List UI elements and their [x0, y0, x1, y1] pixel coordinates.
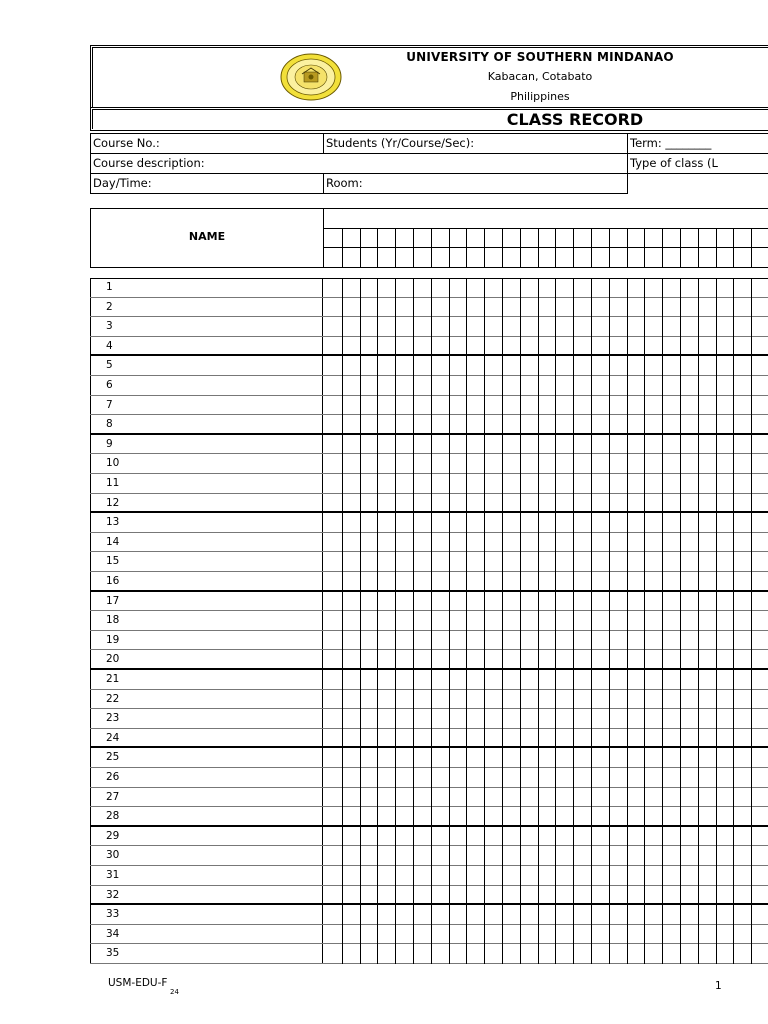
grid-header-bottom-line	[90, 267, 768, 268]
row-number: 9	[90, 435, 323, 454]
header-column-line	[466, 228, 467, 268]
grid-column-line	[644, 278, 645, 964]
grid-column-line	[751, 278, 752, 964]
grid-column-line	[609, 278, 610, 964]
row-number: 10	[90, 454, 323, 474]
grid-column-line	[662, 278, 663, 964]
grid-column-line	[733, 278, 734, 964]
room-label: Room:	[326, 176, 363, 190]
page-title: CLASS RECORD	[506, 110, 644, 129]
header-column-line	[751, 228, 752, 268]
grid-column-line	[680, 278, 681, 964]
grid-header-row-line	[323, 247, 768, 248]
table-row	[90, 788, 768, 807]
row-number: 32	[90, 886, 323, 905]
table-row	[90, 768, 768, 788]
header-column-line	[360, 228, 361, 268]
header-column-line	[520, 228, 521, 268]
header-column-line	[377, 228, 378, 268]
header-column-line	[698, 228, 699, 268]
row-number: 8	[90, 415, 323, 435]
grid-column-line	[573, 278, 574, 964]
table-row	[90, 650, 768, 670]
table-row	[90, 454, 768, 474]
row-number: 20	[90, 650, 323, 670]
header-column-line	[573, 228, 574, 268]
table-row	[90, 317, 768, 337]
row-number: 2	[90, 298, 323, 317]
university-name: UNIVERSITY OF SOUTHERN MINDANAO	[406, 50, 674, 64]
header-column-line	[733, 228, 734, 268]
header-column-line	[662, 228, 663, 268]
row-number: 22	[90, 690, 323, 709]
table-row	[90, 925, 768, 944]
table-row	[90, 592, 768, 611]
row-number: 19	[90, 631, 323, 650]
header-column-line	[644, 228, 645, 268]
table-row	[90, 298, 768, 317]
grid-column-line	[431, 278, 432, 964]
grid-column-line	[413, 278, 414, 964]
row-number: 33	[90, 905, 323, 925]
info-line	[90, 193, 628, 194]
row-number: 24	[90, 729, 323, 748]
header-column-line	[342, 228, 343, 268]
row-number: 1	[90, 278, 323, 298]
row-number: 3	[90, 317, 323, 337]
row-number: 23	[90, 709, 323, 729]
row-number: 4	[90, 337, 323, 356]
header-column-line	[716, 228, 717, 268]
row-number: 16	[90, 572, 323, 592]
row-number: 15	[90, 552, 323, 572]
header-column-line	[502, 228, 503, 268]
row-number: 35	[90, 944, 323, 964]
name-column-header: NAME	[188, 230, 226, 243]
grid-column-line	[716, 278, 717, 964]
course-no-label: Course No.:	[93, 136, 160, 150]
table-row	[90, 356, 768, 376]
university-seal-logo	[280, 52, 342, 102]
row-number: 12	[90, 494, 323, 513]
table-row	[90, 494, 768, 513]
header-column-line	[431, 228, 432, 268]
table-row	[90, 552, 768, 572]
header-column-line	[395, 228, 396, 268]
grid-column-line	[484, 278, 485, 964]
table-row	[90, 513, 768, 533]
table-row	[90, 572, 768, 592]
header-inner-left-line	[92, 47, 93, 107]
grid-column-line	[377, 278, 378, 964]
table-row	[90, 278, 768, 298]
grid-column-line	[466, 278, 467, 964]
table-row	[90, 415, 768, 435]
row-divider	[90, 963, 768, 964]
table-row	[90, 670, 768, 690]
grid-column-line	[555, 278, 556, 964]
table-row	[90, 729, 768, 748]
grid-column-line	[502, 278, 503, 964]
header-column-line	[484, 228, 485, 268]
header-inner-line	[92, 47, 768, 48]
table-row	[90, 866, 768, 886]
grid-header-top-line	[90, 208, 768, 209]
header-column-line	[627, 228, 628, 268]
row-number: 29	[90, 827, 323, 846]
page-number: 1	[715, 980, 722, 992]
table-row	[90, 690, 768, 709]
grid-column-line	[698, 278, 699, 964]
grid-column-line	[627, 278, 628, 964]
table-row	[90, 709, 768, 729]
table-row	[90, 748, 768, 768]
table-row	[90, 846, 768, 866]
grid-column-line	[449, 278, 450, 964]
grid-column-line	[342, 278, 343, 964]
row-number: 34	[90, 925, 323, 944]
table-row	[90, 905, 768, 925]
table-row	[90, 533, 768, 552]
table-row	[90, 396, 768, 415]
row-number: 21	[90, 670, 323, 690]
grid-column-line	[591, 278, 592, 964]
row-number: 17	[90, 592, 323, 611]
row-number: 18	[90, 611, 323, 631]
header-column-line	[609, 228, 610, 268]
grid-column-line	[395, 278, 396, 964]
students-label: Students (Yr/Course/Sec):	[326, 136, 475, 150]
form-code: USM-EDU-F	[108, 977, 168, 989]
table-row	[90, 886, 768, 905]
row-number: 11	[90, 474, 323, 494]
row-number: 13	[90, 513, 323, 533]
table-row	[90, 631, 768, 650]
table-row	[90, 474, 768, 494]
grid-column-line	[538, 278, 539, 964]
university-town: Kabacan, Cotabato	[487, 70, 593, 83]
grid-column-line	[520, 278, 521, 964]
header-column-line	[680, 228, 681, 268]
form-code-subscript: 24	[170, 988, 179, 996]
grid-header-name-divider	[323, 208, 324, 268]
row-number: 30	[90, 846, 323, 866]
type-of-class-label: Type of class (L	[630, 156, 718, 170]
row-number: 7	[90, 396, 323, 415]
header-column-line	[413, 228, 414, 268]
row-number: 5	[90, 356, 323, 376]
course-description-label: Course description:	[93, 156, 205, 170]
row-number: 27	[90, 788, 323, 807]
grid-header-row-line	[323, 228, 768, 229]
row-number: 25	[90, 748, 323, 768]
table-row	[90, 944, 768, 964]
grid-column-line	[360, 278, 361, 964]
header-column-line	[449, 228, 450, 268]
term-label: Term: ________	[630, 136, 712, 150]
table-row	[90, 611, 768, 631]
row-number: 31	[90, 866, 323, 886]
table-row	[90, 337, 768, 356]
day-time-label: Day/Time:	[93, 176, 152, 190]
university-country: Philippines	[510, 90, 570, 103]
row-number: 28	[90, 807, 323, 827]
table-row	[90, 827, 768, 846]
row-number: 6	[90, 376, 323, 396]
header-column-line	[538, 228, 539, 268]
header-column-line	[555, 228, 556, 268]
table-row	[90, 435, 768, 454]
row-number: 26	[90, 768, 323, 788]
header-column-line	[591, 228, 592, 268]
row-number: 14	[90, 533, 323, 552]
table-row	[90, 376, 768, 396]
table-row	[90, 807, 768, 827]
